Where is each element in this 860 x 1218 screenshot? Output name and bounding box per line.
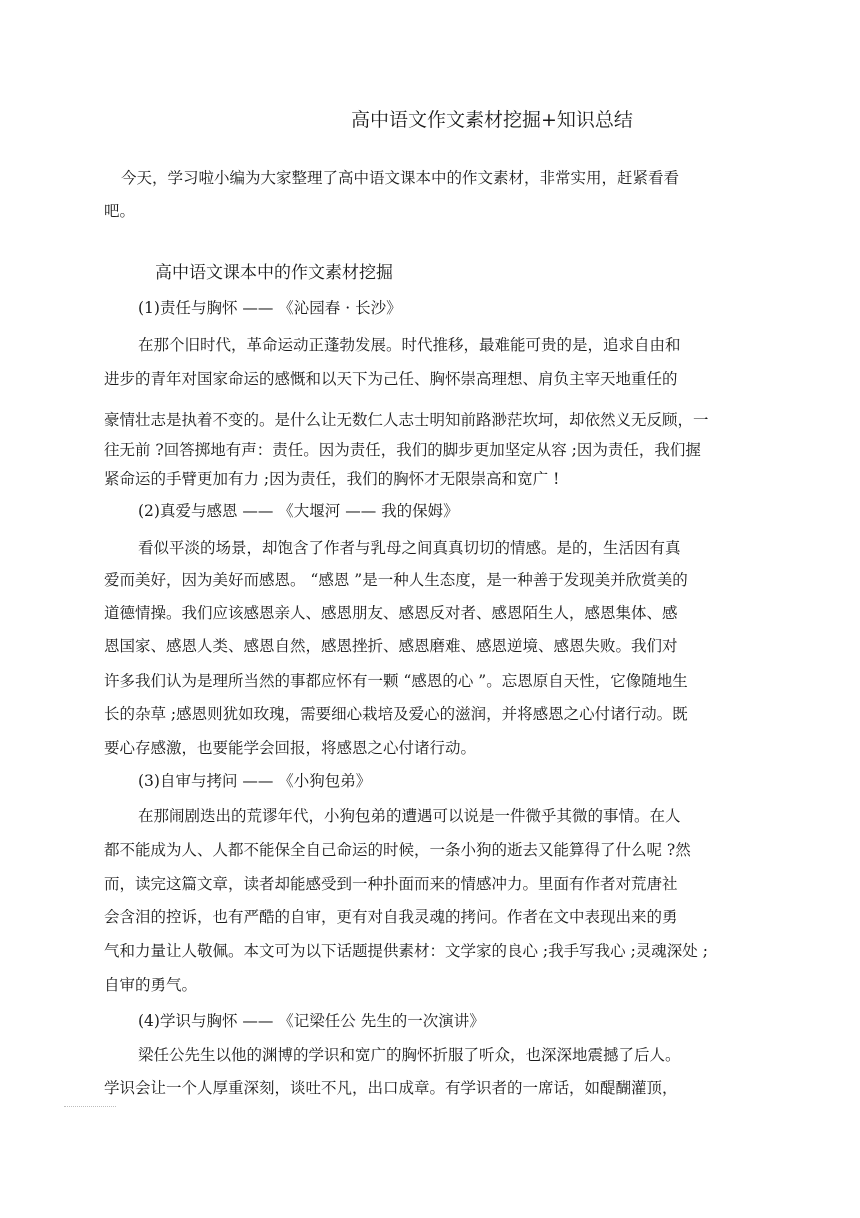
paragraph-line: 而，读完这篇文章，读者却能感受到一种扑面而来的情感冲力。里面有作者对荒唐社 [104, 875, 678, 893]
paragraph-line: 紧命运的手臂更加有力 ;因为责任，我们的胸怀才无限崇高和宽广 ! [104, 470, 560, 488]
paragraph-line: 爱而美好，因为美好而感恩。 “感恩 ”是一种人生态度，是一种善于发现美并欣赏美的 [104, 571, 688, 589]
item-heading: (2)真爱与感恩 —— 《大堰河 —— 我的保姆》 [138, 502, 459, 520]
intro-line: 今天，学习啦小编为大家整理了高中语文课本中的作文素材，非常实用，赶紧看看 [121, 169, 680, 187]
paragraph-line: 进步的青年对国家命运的感慨和以天下为己任、胸怀崇高理想、肩负主宰天地重任的 [104, 370, 678, 388]
paragraph-line: 自审的勇气。 [104, 976, 198, 994]
paragraph-line: 梁任公先生以他的渊博的学识和宽广的胸怀折服了听众，也深深地震撼了后人。 [138, 1046, 681, 1064]
paragraph-line: 气和力量让人敬佩。本文可为以下话题提供素材：文学家的良心 ;我手写我心 ;灵魂深处 ; [104, 942, 708, 960]
paragraph-line: 看似平淡的场景，却饱含了作者与乳母之间真真切切的情感。是的，生活因有真 [138, 539, 681, 557]
item-heading: (1)责任与胸怀 —— 《沁园春 · 长沙》 [138, 299, 402, 317]
paragraph-line: 长的杂草 ;感恩则犹如玫瑰，需要细心栽培及爱心的滋润，并将感恩之心付诸行动。既 [104, 705, 688, 723]
paragraph-line: 在那个旧时代，革命运动正蓬勃发展。时代推移，最难能可贵的是，追求自由和 [138, 336, 681, 354]
paragraph-line: 恩国家、感恩人类、感恩自然，感恩挫折、感恩磨难、感恩逆境、感恩失败。我们对 [104, 637, 678, 655]
item-heading: (4)学识与胸怀 —— 《记梁任公 先生的一次演讲》 [138, 1012, 485, 1030]
paragraph-line: 要心存感激，也要能学会回报，将感恩之心付诸行动。 [104, 739, 477, 757]
paragraph-line: 会含泪的控诉，也有严酷的自审，更有对自我灵魂的拷问。作者在文中表现出来的勇 [104, 908, 678, 926]
paragraph-line: 都不能成为人、人都不能保全自己命运的时候，一条小狗的逝去又能算得了什么呢 ?然 [104, 841, 691, 859]
paragraph-line: 学识会让一个人厚重深刻，谈吐不凡，出口成章。有学识者的一席话，如醍醐灌顶， [104, 1079, 678, 1097]
paragraph-line: 许多我们认为是理所当然的事都应怀有一颗 “感恩的心 ”。忘恩原自天性，它像随地生 [104, 672, 688, 690]
footnote-rule [64, 1106, 116, 1107]
paragraph-line: 豪情壮志是执着不变的。是什么让无数仁人志士明知前路渺茫坎坷，却依然义无反顾，一 [104, 411, 709, 429]
intro-line: 吧。 [104, 202, 136, 220]
item-heading: (3)自审与拷问 —— 《小狗包弟》 [138, 772, 372, 790]
section-title: 高中语文课本中的作文素材挖掘 [155, 263, 393, 283]
paragraph-line: 往无前 ?回答掷地有声：责任。因为责任，我们的脚步更加坚定从容 ;因为责任，我们握 [104, 441, 701, 459]
paragraph-line: 道德情操。我们应该感恩亲人、感恩朋友、感恩反对者、感恩陌生人，感恩集体、感 [104, 604, 678, 622]
document-title: 高中语文作文素材挖掘+知识总结 [351, 109, 633, 131]
paragraph-line: 在那闹剧迭出的荒谬年代，小狗包弟的遭遇可以说是一件微乎其微的事情。在人 [138, 807, 681, 825]
